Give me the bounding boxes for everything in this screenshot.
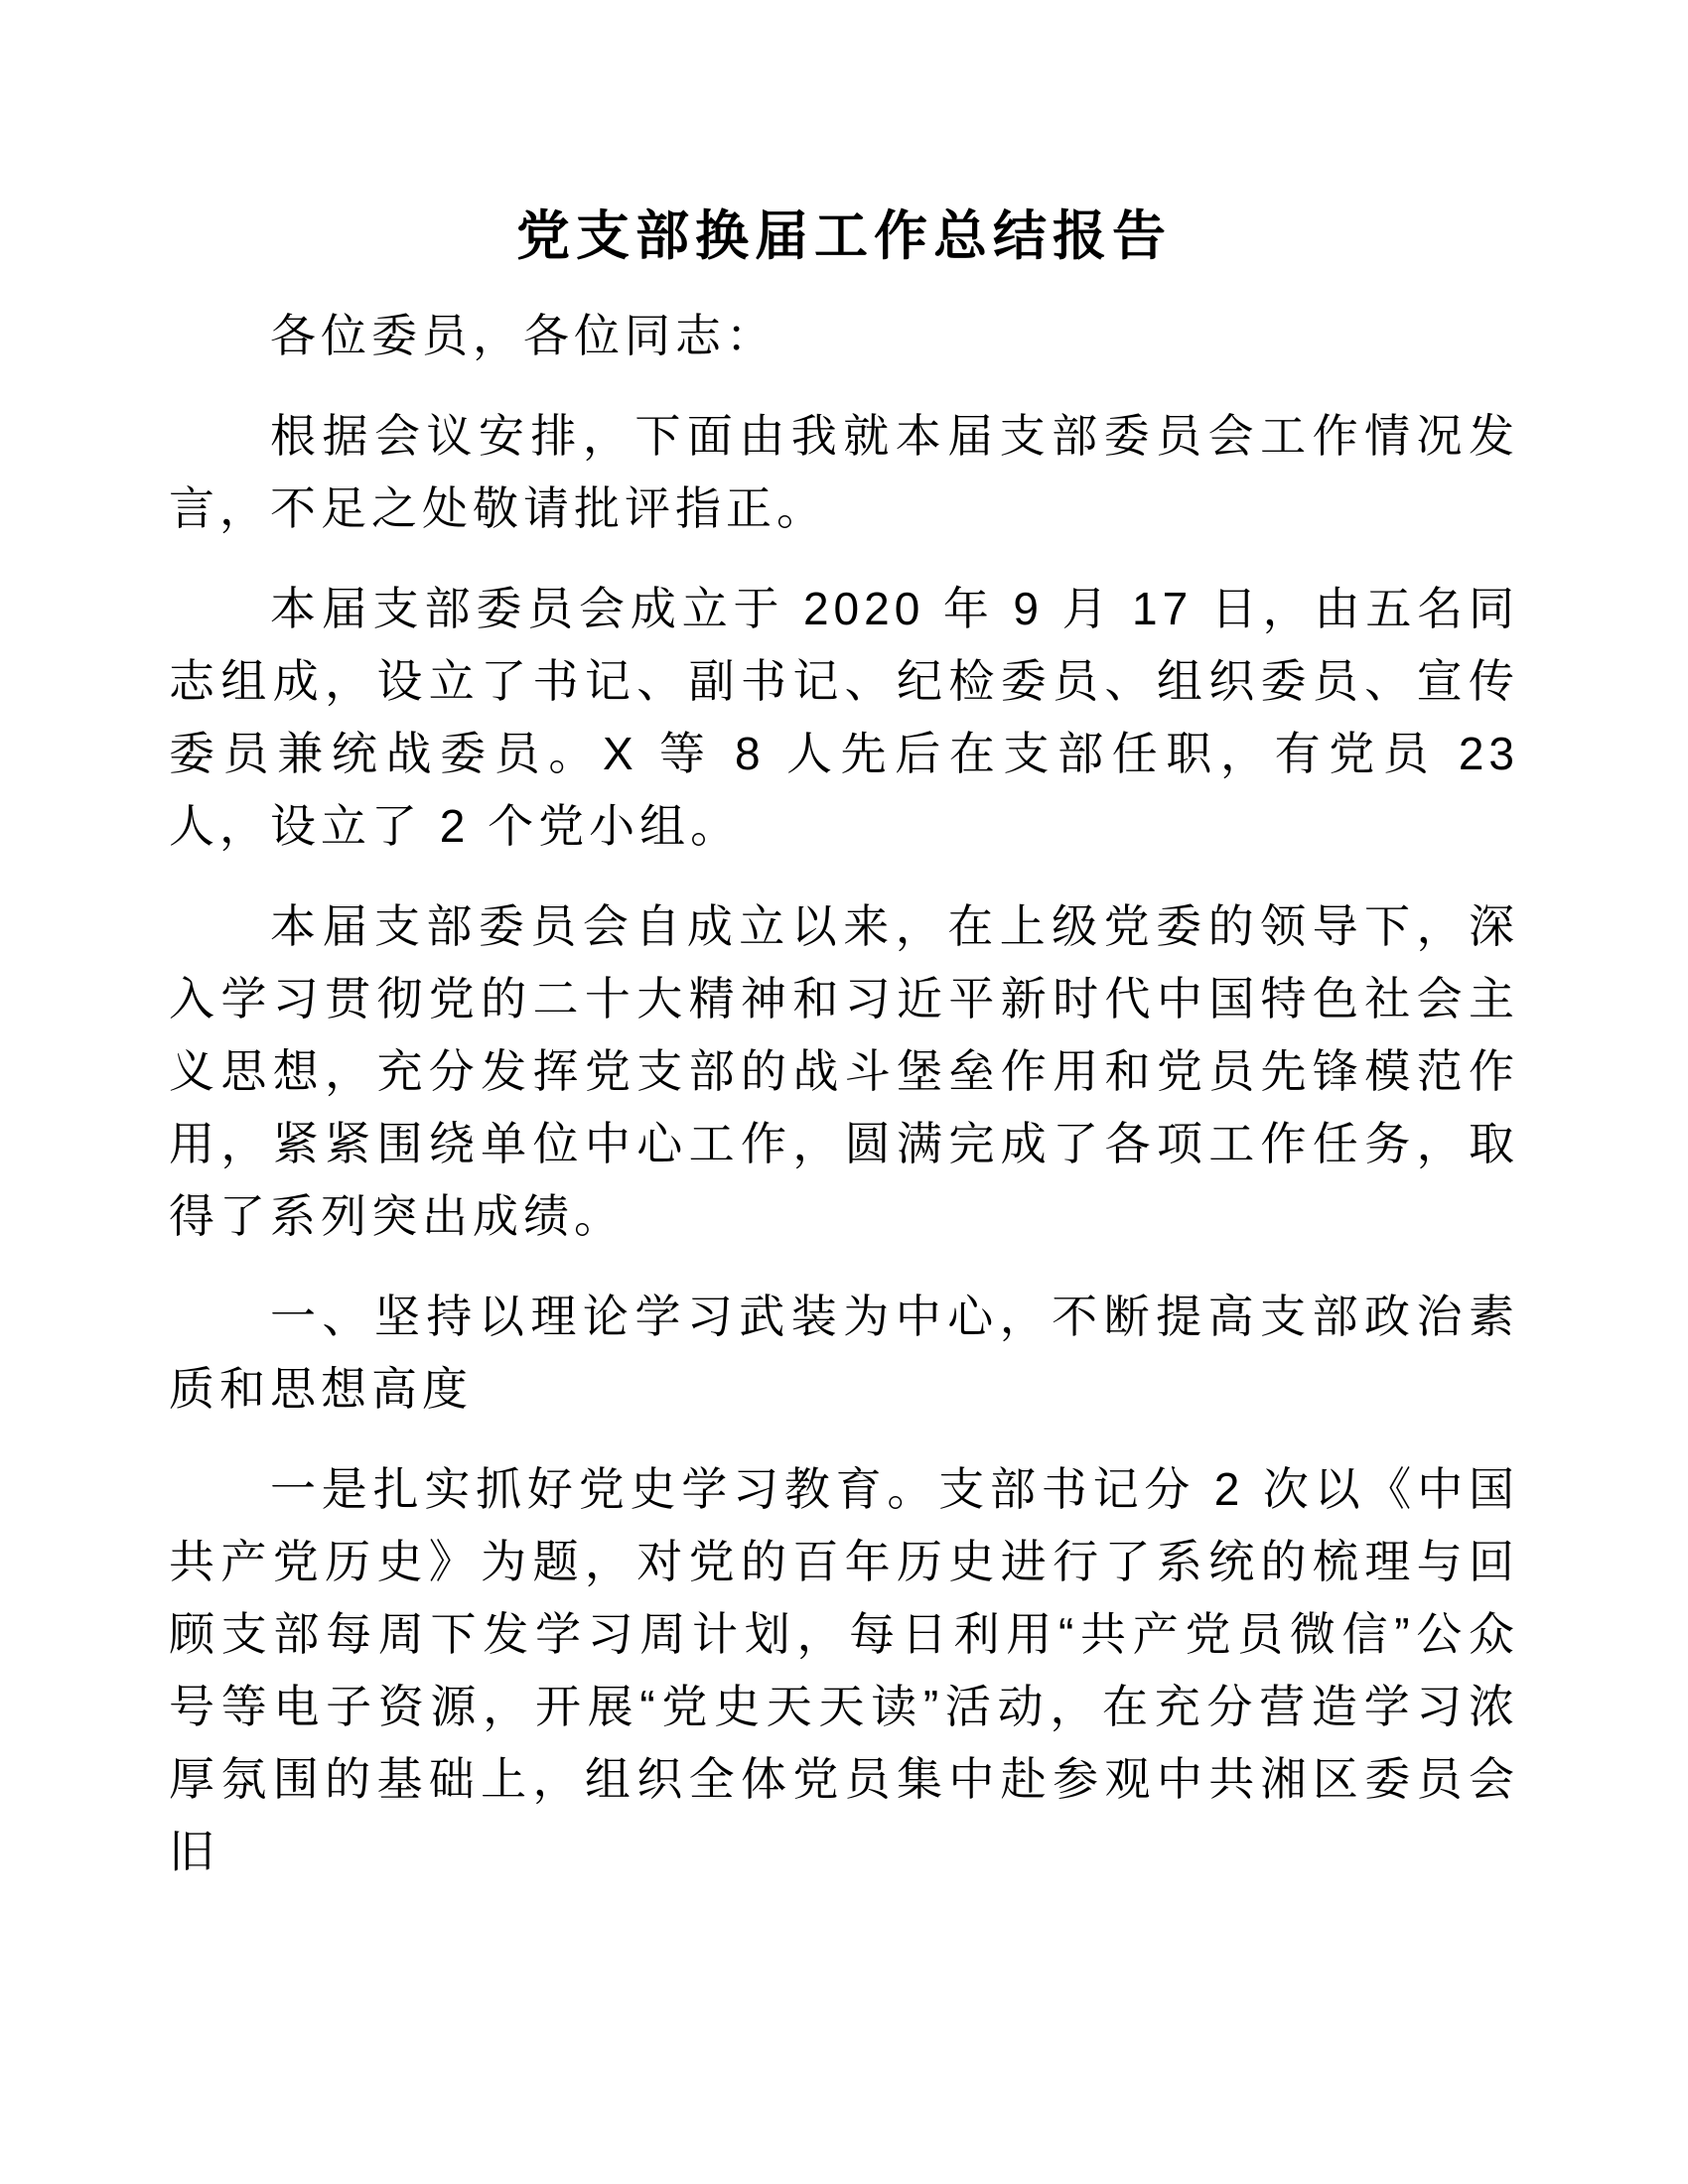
paragraph-committee-overview: 本届支部委员会成立于 2020 年 9 月 17 日，由五名同志组成，设立了书记、副书记、纪检委员、组织委员、宣传委员兼统战委员。X 等 8 人先后在支部任职，有党员 23 人，设立了 2 个党小组。 bbox=[169, 583, 1519, 852]
paragraph-history-education: 一是扎实抓好党史学习教育。支部书记分 2 次以《中国共产党历史》为题，对党的百年历史进行了系统的梳理与回顾支部每周下发学习周计划，每日利用“共产党员微信”公众号等电子资源，开展“党史天天读”活动，在充分营造学习浓厚氛围的基础上，组织全体党员集中赴参观中共湘区委员会旧 bbox=[169, 1463, 1519, 1877]
paragraph-intro: 根据会议安排，下面由我就本届支部委员会工作情况发言，不足之处敬请批评指正。 bbox=[169, 410, 1519, 534]
section-heading-1: 一、坚持以理论学习武装为中心，不断提高支部政治素质和思想高度 bbox=[169, 1291, 1519, 1415]
paragraph-achievements: 本届支部委员会自成立以来，在上级党委的领导下，深入学习贯彻党的二十大精神和习近平新时代中国特色社会主义思想，充分发挥党支部的战斗堡垒作用和党员先锋模范作用，紧紧围绕单位中心工作，圆满完成了各项工作任务，取得了系列突出成绩。 bbox=[169, 900, 1519, 1242]
paragraph-salutation: 各位委员，各位同志： bbox=[270, 310, 776, 361]
document-title: 党支部换届工作总结报告 bbox=[516, 206, 1172, 266]
